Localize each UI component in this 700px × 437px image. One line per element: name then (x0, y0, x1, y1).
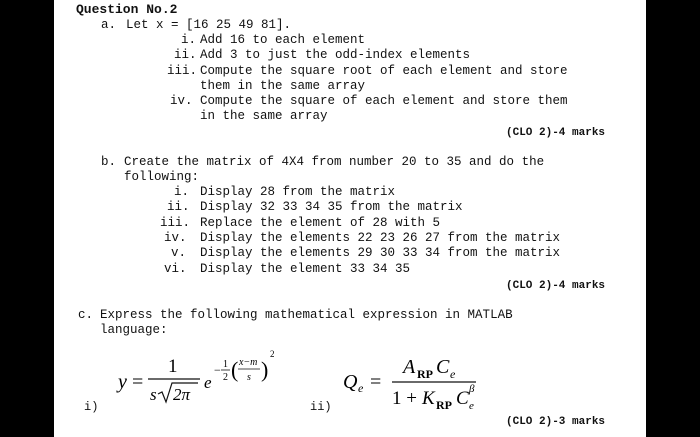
eq2-den-c-sub: e (469, 400, 474, 412)
eq1-den-s: s (150, 385, 157, 404)
part-b-item-text: Display the elements 29 30 33 34 from the matrix (200, 246, 561, 260)
eq1-exp-lparen: ( (231, 357, 239, 382)
equation-1-label: i) (84, 400, 99, 414)
part-a-item-num: iii. (167, 64, 198, 78)
eq2-den-k: K (422, 388, 435, 409)
eq2-lhs: Q (343, 371, 358, 393)
part-b-item-num: v. (171, 246, 187, 260)
eq1-exp-minus: − (214, 363, 221, 377)
question-title: Question No.2 (76, 2, 178, 17)
part-b-item-text: Replace the element of 28 with 5 (200, 216, 441, 230)
equation-q-e (310, 340, 550, 420)
part-a-item-text: Add 16 to each element (200, 33, 366, 47)
eq2-lhs-sub: e (358, 381, 364, 395)
eq2-equals: = (370, 371, 382, 393)
part-b-item-num: ii. (167, 200, 190, 214)
eq2-den-one: 1 + (392, 388, 417, 409)
part-b-item-num: iii. (160, 216, 191, 230)
part-a-intro: Let x = [16 25 49 81]. (126, 18, 292, 32)
part-a-item-text: Compute the square of each element and store them (200, 94, 568, 108)
eq2-num-a: A (403, 356, 416, 378)
eq2-num-c: C (436, 356, 450, 378)
part-b-item-text: Display the element 33 34 35 (200, 262, 411, 276)
part-b-marks: (CLO 2)-4 marks (506, 280, 606, 292)
equation-2-label: ii) (310, 400, 332, 414)
part-a-item-text: in the same array (200, 109, 328, 123)
part-b-prefix: b. (101, 155, 117, 169)
part-b-item-text: Display 28 from the matrix (200, 185, 396, 199)
part-a-item-text: them in the same array (200, 79, 366, 93)
eq1-equals: = (132, 371, 144, 393)
eq1-exp-half-num: 1 (223, 359, 228, 370)
part-c-intro: Express the following mathematical expression in MATLAB (100, 308, 513, 322)
eq2-num-c-sub: e (450, 367, 456, 381)
part-a-marks: (CLO 2)-4 marks (506, 127, 606, 139)
eq2-den-c-sup: β (469, 383, 475, 395)
part-c-marks: (CLO 2)-3 marks (506, 416, 606, 428)
part-a-item-num: i. (181, 33, 197, 47)
part-b-item-num: vi. (164, 262, 187, 276)
part-c-intro-cont: language: (100, 323, 168, 337)
part-a-item-text: Compute the square root of each element and store (200, 64, 568, 78)
part-b-intro-cont: following: (124, 170, 200, 184)
part-b-item-text: Display 32 33 34 35 from the matrix (200, 200, 463, 214)
part-a-item-text: Add 3 to just the odd-index elements (200, 48, 471, 62)
eq2-den-c: C (456, 388, 469, 409)
eq1-exp-power: 2 (270, 349, 275, 359)
part-b-item-num: i. (174, 185, 190, 199)
document-page (54, 0, 646, 437)
part-b-intro: Create the matrix of 4X4 from number 20 to 35 and do the (124, 155, 545, 169)
part-a-prefix: a. (101, 18, 117, 32)
part-b-item-text: Display the elements 22 23 26 27 from the matrix (200, 231, 561, 245)
part-a-item-num: iv. (170, 94, 193, 108)
eq2-num-a-sub: RP (417, 367, 433, 381)
part-b-item-num: iv. (164, 231, 187, 245)
part-a-item-num: ii. (174, 48, 197, 62)
eq1-numerator: 1 (168, 356, 178, 377)
eq1-exp-inner-num: x−m (239, 357, 258, 368)
eq1-exp-half-den: 2 (223, 372, 228, 383)
eq1-exp-base: e (204, 373, 212, 392)
eq1-den-radicand: 2π (173, 385, 191, 404)
eq1-lhs: y (118, 371, 127, 393)
eq2-den-k-sub: RP (436, 398, 452, 412)
eq1-exp-rparen: ) (261, 357, 269, 382)
part-c-prefix: c. (78, 308, 94, 322)
eq1-exp-inner-den: s (247, 372, 251, 383)
equation-gaussian (84, 340, 334, 420)
